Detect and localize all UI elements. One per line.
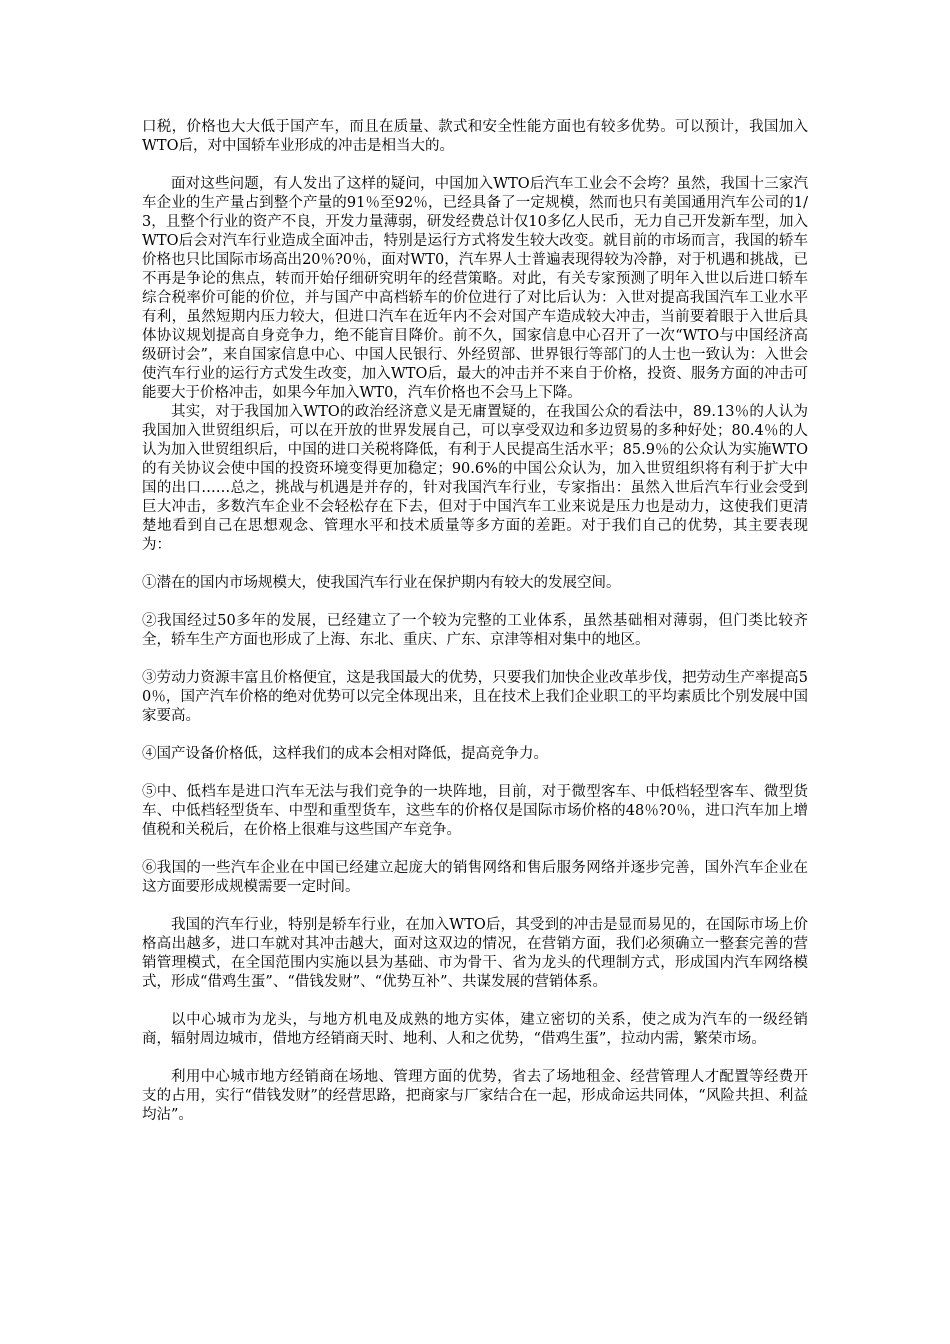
paragraph-local-dealers: 利用中心城市地方经销商在场地、管理方面的优势，省去了场地租金、经营管理人才配置等经费开支的占用，实行“借钱发财”的经营思路，把商家与厂家结合在一起，形成命运共同体，“风险共担、利益均沾”。: [142, 1069, 808, 1123]
advantage-item-3: ③劳动力资源丰富且价格便宜，这是我国最大的优势，只要我们加快企业改革步伐，把劳动生产率提高50％，国产汽车价格的绝对优势可以完全体现出来，且在技术上我们企业职工的平均素质比个别发展中国家要高。: [142, 670, 808, 724]
paragraph-marketing: 我国的汽车行业，特别是轿车行业，在加入WTO后，其受到的冲击是显而易见的，在国际市场上价格高出越多，进口车就对其冲击越大，面对这双边的情况，在营销方面，我们必须确立一整套完善的营销管理模式，在全国范围内实施以县为基础、市为骨干、省为龙头的代理制方式，形成国内汽车网络模式，形成“借鸡生蛋”、“借钱发财”、“优势互补”、共谋发展的营销体系。: [142, 917, 808, 990]
paragraph-central-city: 以中心城市为龙头，与地方机电及成熟的地方实体，建立密切的关系，使之成为汽车的一级经销商，辐射周边城市，借地方经销商天时、地利、人和之优势，“借鸡生蛋”，拉动内需，繁荣市场。: [142, 1012, 808, 1047]
paragraph-3: 其实，对于我国加入WTO的政治经济意义是无庸置疑的，在我国公众的看法中，89.13％的人认为我国加入世贸组织后，可以在开放的世界发展自己，可以享受双边和多边贸易的多种好处；80.4％的人认为加入世贸组织后，中国的进口关税将降低，有利于人民提高生活水平；85.9％的公众认为实施WTO的有关协议会使中国的投资环境变得更加稳定；90.6%的中国公众认为，加入世贸组织将有利于扩大中国的出口……总之，挑战与机遇是并存的，针对我国汽车行业，专家指出：虽然入世后汽车行业会受到巨大冲击，多数汽车企业不会轻松存在下去，但对于中国汽车工业来说是压力也是动力，这使我们更清楚地看到自己在思想观念、管理水平和技术质量等多方面的差距。对于我们自己的优势，其主要表现为：: [142, 404, 808, 553]
advantage-item-6: ⑥我国的一些汽车企业在中国已经建立起庞大的销售网络和售后服务网络并逐步完善，国外汽车企业在这方面要形成规模需要一定时间。: [142, 860, 808, 895]
paragraph-2: 面对这些问题，有人发出了这样的疑问，中国加入WTO后汽车工业会不会垮？虽然，我国十三家汽车企业的生产量占到整个产量的91％至92％，已经具备了一定规模，然而也只有美国通用汽车公司的1/3，且整个行业的资产不良，开发力量薄弱，研发经费总计仅10多亿人民币，无力自己开发新车型，加入WTO后会对汽车行业造成全面冲击，特别是运行方式将发生较大改变。就目前的市场而言，我国的轿车价格也只比国际市场高出20％?0％，面对WT0，汽车界人士普遍表现得较为冷静，对于机遇和挑战，已不再是争论的焦点，转而开始仔细研究明年的经营策略。对此，有关专家预测了明年入世以后进口轿车综合税率价可能的价位，并与国产中高档轿车的价位进行了对比后认为：入世对提高我国汽车工业水平有利，虽然短期内压力较大，但进口汽车在近年内不会对国产车造成较大冲击，当前要着眼于入世后具体协议规划提高自身竞争力，绝不能盲目降价。前不久，国家信息中心召开了一次“WTO与中国经济高级研讨会”，来自国家信息中心、中国人民银行、外经贸部、世界银行等部门的人士也一致认为：入世会使汽车行业的运行方式发生改变，加入WTO后，最大的冲击并不来自于价格，投资、服务方面的冲击可能要大于价格冲击，如果今年加入WT0，汽车价格也不会马上下降。: [142, 176, 808, 401]
paragraph-1: 口税，价格也大大低于国产车，而且在质量、款式和安全性能方面也有较多优势。可以预计，我国加入WTO后，对中国轿车业形成的冲击是相当大的。: [142, 119, 808, 154]
advantage-item-4: ④国产设备价格低，这样我们的成本会相对降低，提高竞争力。: [142, 746, 548, 762]
document-page: [142, 118, 808, 1144]
advantage-item-5: ⑤中、低档车是进口汽车无法与我们竞争的一块阵地，目前，对于微型客车、中低档轻型客车、微型货车、中低档轻型货车、中型和重型货车，这些车的价格仅是国际市场价格的48％?0％，进口汽车加上增值税和关税后，在价格上很难与这些国产车竞争。: [142, 784, 808, 838]
advantage-item-1: ①潜在的国内市场规模大，使我国汽车行业在保护期内有较大的发展空间。: [142, 575, 621, 591]
advantage-item-2: ②我国经过50多年的发展，已经建立了一个较为完整的工业体系，虽然基础相对薄弱，但门类比较齐全，轿车生产方面也形成了上海、东北、重庆、广东、京津等相对集中的地区。: [142, 613, 808, 648]
